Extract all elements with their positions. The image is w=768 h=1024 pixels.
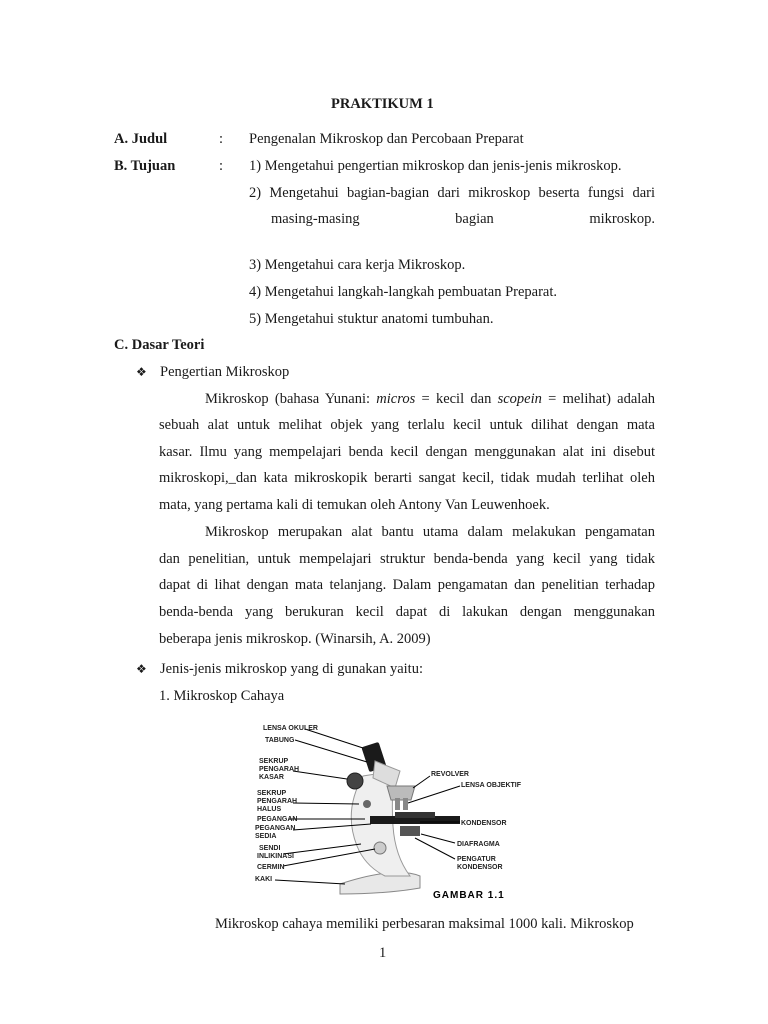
label-sekrup-halus-3: HALUS [257, 806, 282, 813]
label-sekrup-kasar-1: SEKRUP [259, 758, 289, 765]
list-item-mikroskop-cahaya: 1. Mikroskop Cahaya [159, 688, 285, 704]
para2-line-4: benda-benda yang berukuran kecil dapat di lakukan dengan menggunakan [159, 604, 655, 620]
label-lensa-okuler: LENSA OKULER [263, 725, 318, 732]
label-diafragma: DIAFRAGMA [457, 841, 500, 848]
label-revolver: REVOLVER [431, 771, 469, 778]
label-pengatur-1: PENGATUR [457, 856, 496, 863]
label-pegangan-sedia-2: SEDIA [255, 833, 277, 840]
bullet-icon: ❖ [136, 662, 147, 676]
label-kaki: KAKI [255, 876, 273, 883]
para2-line-1: Mikroskop merupakan alat bantu utama dalam melakukan pengamatan [205, 524, 655, 540]
microscope-figure [245, 716, 570, 902]
tujuan-item-2-continuation [271, 210, 655, 228]
tujuan-item-2: 2) Mengetahui bagian-bagian dari mikroskop beserta fungsi dari [249, 185, 655, 201]
section-a-value: Pengenalan Mikroskop dan Percobaan Preparat [249, 131, 524, 147]
label-sekrup-kasar-2: PENGARAH [259, 766, 300, 773]
label-pengatur-2: KONDENSOR [457, 864, 503, 871]
figure-caption: GAMBAR 1.1 [433, 890, 505, 901]
bullet-icon: ❖ [136, 365, 147, 379]
cont-word-1: masing-masing [271, 211, 360, 227]
label-kondensor: KONDENSOR [461, 820, 507, 827]
cont-word-3: mikroskop. [589, 211, 655, 227]
para1-line-4: mikroskopi,_dan kata mikroskopik berarti sangat kecil, tidak mudah terlihat oleh [159, 470, 655, 486]
label-sekrup-kasar-3: KASAR [259, 774, 284, 781]
closing-line: Mikroskop cahaya memiliki perbesaran maksimal 1000 kali. Mikroskop [215, 916, 634, 932]
microscope-illustration [340, 742, 460, 894]
bullet-jenis: Jenis-jenis mikroskop yang di gunakan yaitu: [160, 661, 423, 677]
label-cermin: CERMIN [257, 864, 285, 871]
section-c-label: C. Dasar Teori [114, 337, 205, 353]
label-sekrup-halus-2: PENGARAH [257, 798, 298, 805]
label-pegangan: PEGANGAN [257, 816, 298, 823]
labels-left [255, 725, 318, 883]
bullet-pengertian: Pengertian Mikroskop [160, 364, 290, 380]
para2-line-5: beberapa jenis mikroskop. (Winarsih, A. 2009) [159, 631, 431, 647]
para1-line-2: sebuah alat untuk melihat objek yang terlalu kecil untuk dilihat dengan mata [159, 417, 655, 433]
tujuan-item-5: 5) Mengetahui stuktur anatomi tumbuhan. [249, 311, 494, 327]
para1-line-3: kasar. Ilmu yang mempelajari benda kecil dengan menggunakan alat ini disebut [159, 444, 655, 460]
label-tabung: TABUNG [265, 737, 295, 744]
label-pegangan-sedia-1: PEGANGAN [255, 825, 296, 832]
cont-word-2: bagian [455, 211, 494, 227]
label-lensa-objektif: LENSA OBJEKTIF [461, 782, 522, 789]
section-b-label: B. Tujuan [114, 158, 176, 174]
para2-line-3: dapat di lihat dengan mata telanjang. Dalam pengamatan dan penelitian terhadap [159, 577, 655, 593]
label-sekrup-halus-1: SEKRUP [257, 790, 287, 797]
tujuan-item-4: 4) Mengetahui langkah-langkah pembuatan Preparat. [249, 284, 558, 300]
label-sendi-1: SENDI [259, 845, 281, 852]
section-b-colon: : [219, 158, 224, 174]
tujuan-item-1: 1) Mengetahui pengertian mikroskop dan jenis-jenis mikroskop. [249, 158, 622, 174]
page-title: PRAKTIKUM 1 [331, 96, 434, 112]
label-sendi-2: INLIKINASI [257, 853, 294, 860]
section-a-colon: : [219, 131, 224, 147]
tujuan-item-3: 3) Mengetahui cara kerja Mikroskop. [249, 257, 466, 273]
para1-line-1: Mikroskop (bahasa Yunani: micros = kecil dan scopein = melihat) adalah [205, 391, 656, 407]
para1-line-5: mata, yang pertama kali di temukan oleh Antony Van Leuwenhoek. [159, 497, 550, 513]
page-number: 1 [379, 945, 387, 961]
para2-line-2: dan penelitian, untuk mempelajari struktur benda-benda yang kecil yang tidak [159, 551, 655, 567]
section-a-label: A. Judul [114, 131, 168, 147]
